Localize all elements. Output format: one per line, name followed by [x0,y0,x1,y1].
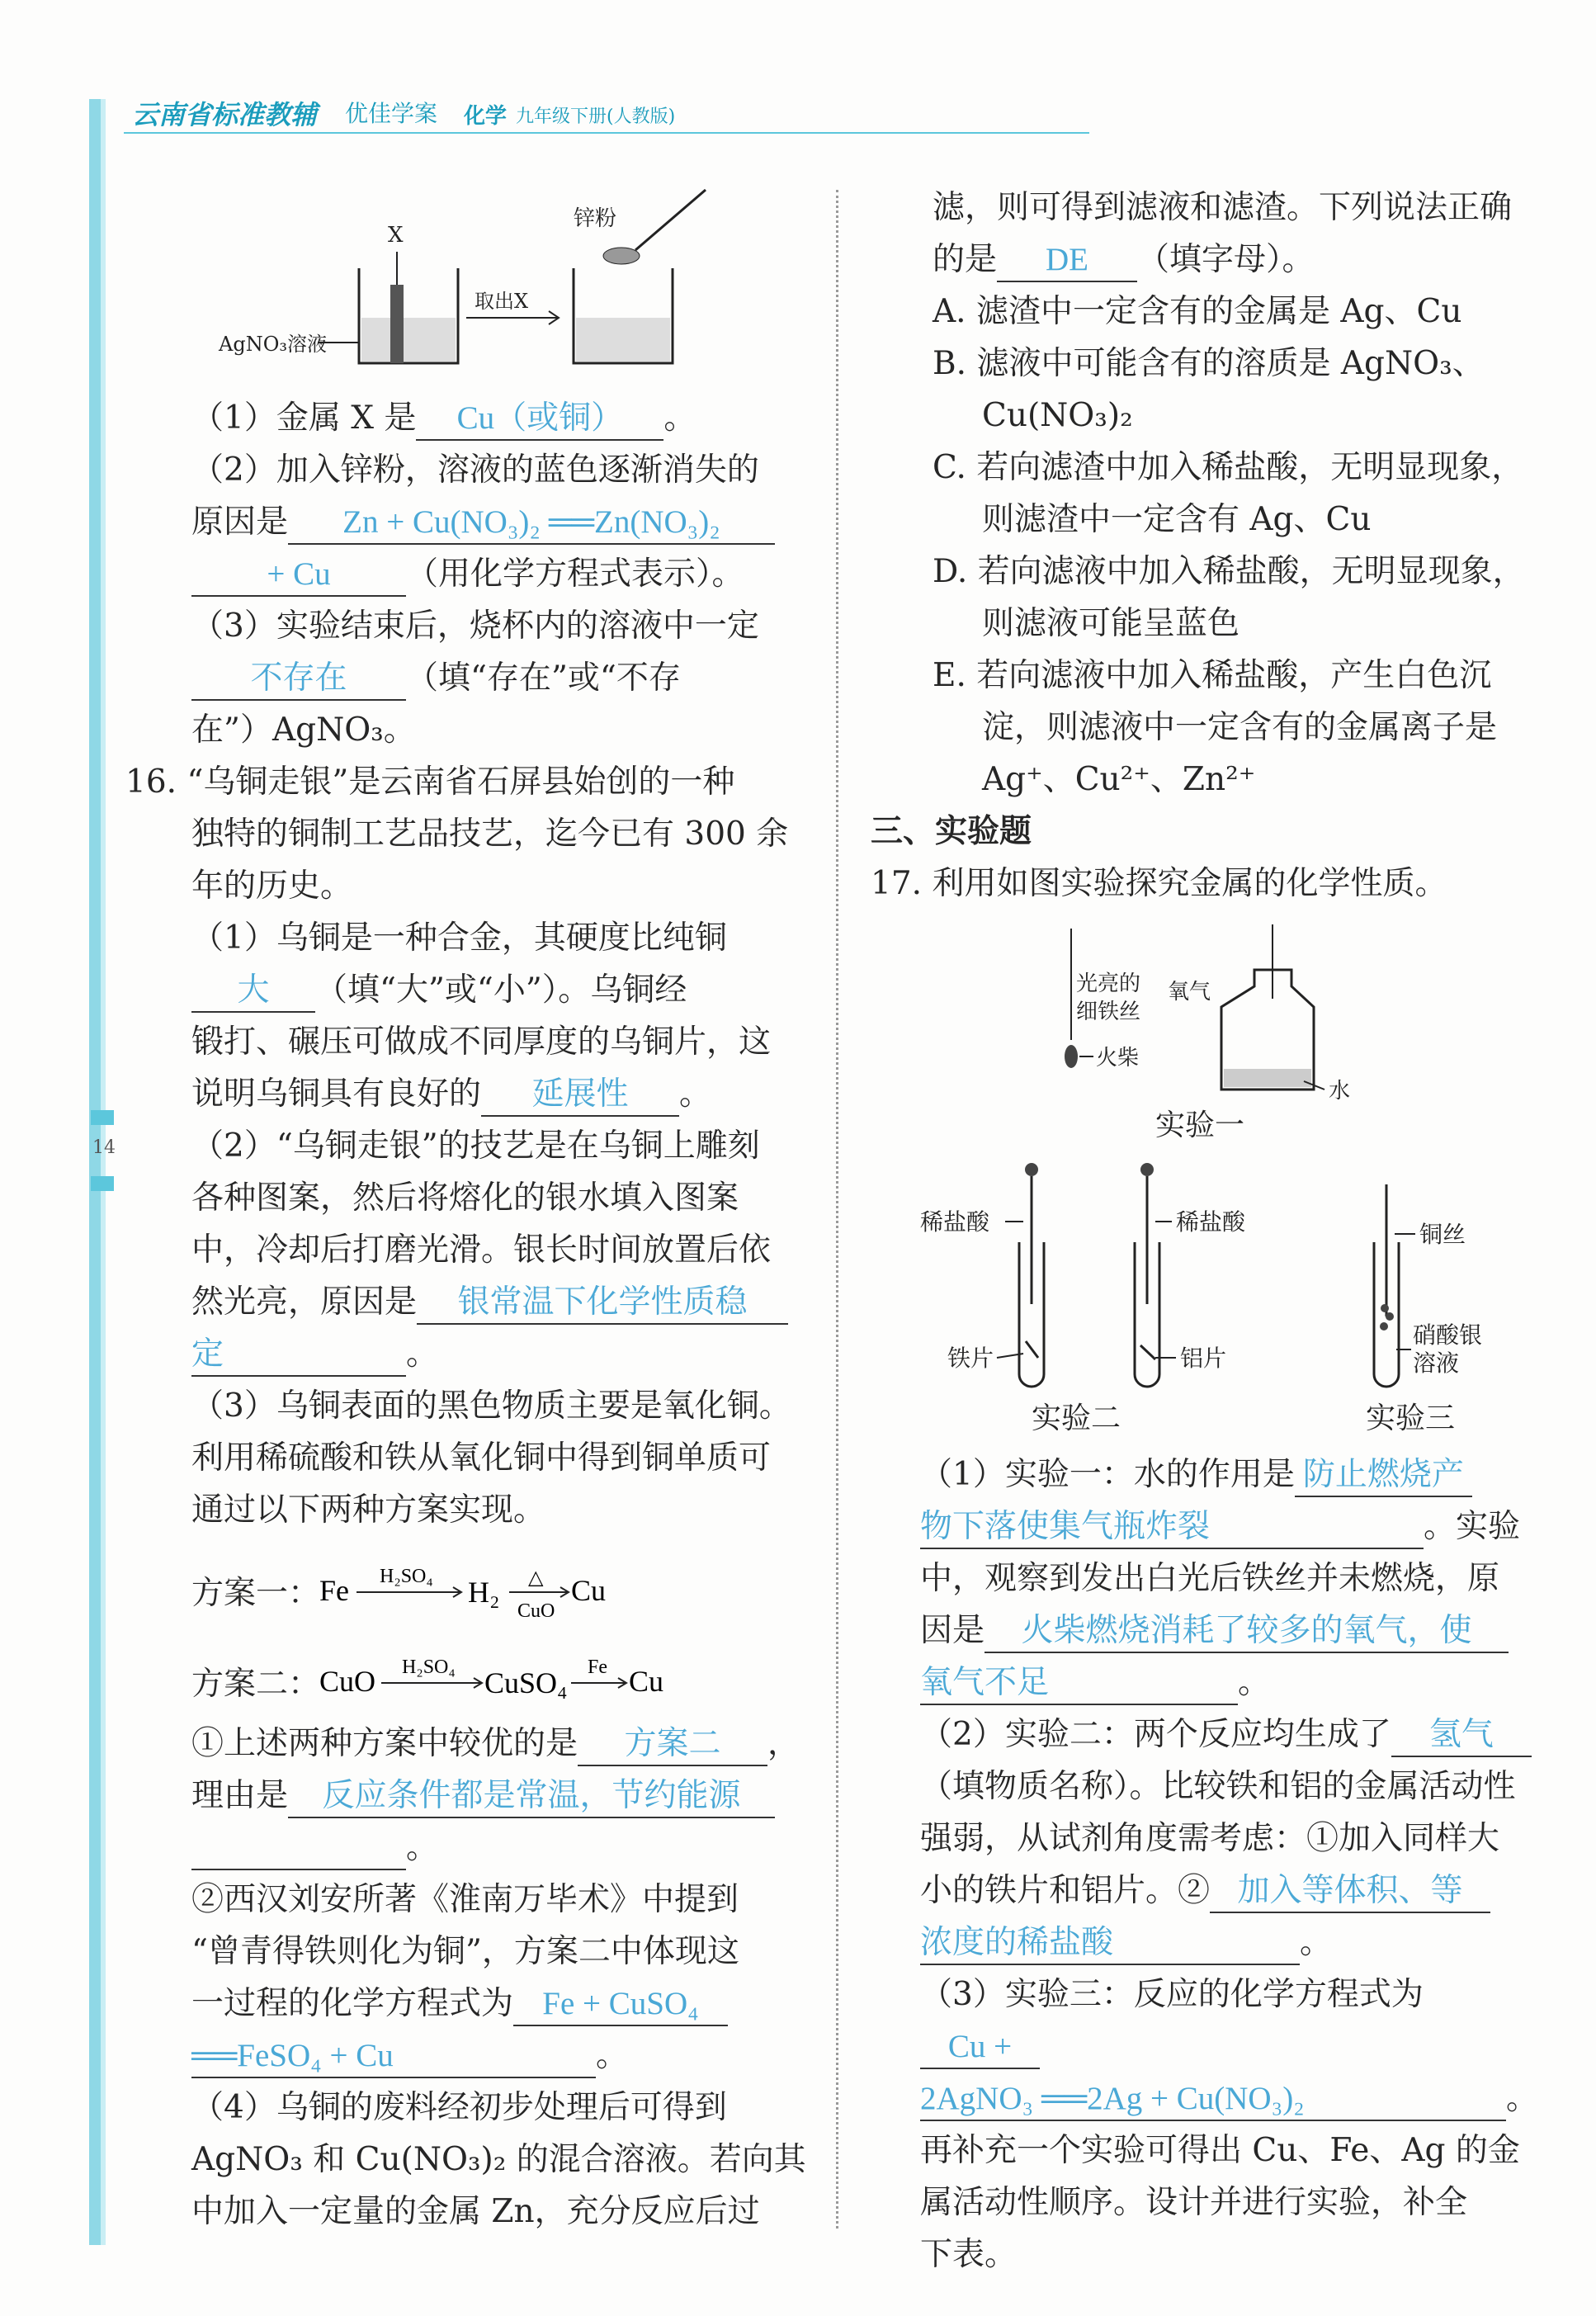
q15-2a: （2）加入锌粉，溶液的蓝色逐渐消失的 [191,451,759,489]
zinc-label: 锌粉 [574,206,617,231]
wire-label2: 细铁丝 [1076,1000,1141,1024]
q17-2a: （2）实验二：两个反应均生成了 [920,1716,1391,1753]
q17-1-answer3: 火柴燃烧消耗了较多的氧气，使 [1021,1613,1472,1648]
q16-3b: 利用稀硫酸和铁从氧化铜中得到铜单质可 [191,1439,772,1477]
section-3-heading: 三、实验题 [871,814,1032,849]
r2: 的是 [933,241,998,278]
q16-1-answer2: 延展性 [531,1076,629,1112]
q15-2-answer2: + Cu [267,556,331,592]
metal-x [390,285,404,363]
q16-1b: （填“大”或“小”）。乌铜经 [315,971,687,1009]
q16-2-answer1: 银常温下化学性质稳 [457,1284,748,1320]
arrow-label: 取出X [475,290,529,313]
header-title: 云南省标准教辅 [132,99,318,130]
svg-text:Cu: Cu [629,1665,664,1698]
q17-2-answer3: 浓度的稀盐酸 [920,1925,1114,1960]
q17-1a: （1）实验一：水的作用是 [920,1456,1295,1493]
option-c2: 则滤渣中一定含有 Ag、Cu [982,501,1372,538]
q17-3a: （3）实验三：反应的化学方程式为 [920,1976,1424,2013]
q17-1-answer2: 物下落使集气瓶炸裂 [920,1509,1211,1544]
plan2-label: 方案二： [191,1666,321,1703]
q15-2c: （用化学方程式表示）。 [406,555,744,593]
q17-3-answer2: 2AgNO₃ ══2Ag + Cu(NO₃)₂ [920,2081,1305,2116]
solution-left [361,318,456,362]
figure-experiment1 [1056,924,1370,1139]
svg-text:Fe: Fe [319,1574,349,1607]
q15-3c: 在”）AgNO₃。 [191,711,416,749]
r1: 滤，则可得到滤液和滤渣。下列说法正确 [933,189,1513,226]
q16-3a: （3）乌铜表面的黑色物质主要是氧化铜。 [191,1387,791,1425]
q17-1-answer1: 防止燃烧产 [1302,1457,1464,1492]
svg-text:CuSO₄: CuSO₄ [484,1666,568,1699]
right-column [871,182,1535,910]
q16-4a: （4）乌铜的废料经初步处理后可得到 [191,2089,727,2126]
match-label: 火柴 [1096,1046,1140,1071]
option-d2: 则滤液可能呈蓝色 [982,605,1240,642]
svg-text:H₂SO₄: H₂SO₄ [380,1566,433,1587]
al-label: 铝片 [1180,1345,1227,1372]
q17-number: 17. [871,865,923,902]
q15-2b: 原因是 [191,503,289,541]
svg-text:Fe: Fe [588,1657,607,1678]
option-b1: B. 滤液中可能含有的溶质是 AgNO₃、 [933,345,1485,382]
header-subject: 化学 [464,104,508,129]
svg-text:H₂: H₂ [468,1576,500,1609]
q16-3c: 通过以下两种方案实现。 [191,1491,546,1529]
q17-text: 利用如图实验探究金属的化学性质。 [932,865,1447,902]
side-bar [89,99,101,2245]
q17-2d: 小的铁片和铝片。② [920,1872,1211,1909]
q17-3c: 属活动性顺序。设计并进行实验，补全 [920,2184,1468,2221]
q17-1-answer4: 氧气不足 [920,1665,1050,1700]
plan2-diagram [315,1627,670,1718]
q15-1: （1）金属 X 是 [191,399,417,437]
page-number: 14 [92,1137,116,1158]
fe-label: 铁片 [947,1345,994,1372]
q17-3d: 下表。 [920,2236,1018,2273]
q16-2-answer2: 定 [191,1336,224,1372]
q17-3b: 再补充一个实验可得出 Cu、Fe、Ag 的金 [920,2132,1520,2169]
q17-2-answer2: 加入等体积、等 [1237,1873,1463,1908]
q16-2d: 然光亮，原因是 [191,1283,418,1321]
q16-3-answer3: Fe + CuSO₄ [542,1986,699,2021]
q16-3h: 一过程的化学方程式为 [191,1985,514,2022]
cu-wire-label: 铜丝 [1419,1221,1466,1248]
q16-1c: 锻打、碾压可做成不同厚度的乌铜片，这 [191,1023,772,1061]
agno3-label2: 溶液 [1413,1349,1460,1377]
q16-a: “乌铜走银”是云南省石屏县始创的一种 [187,763,735,801]
q16-3d: ①上述两种方案中较优的是 [191,1725,578,1762]
svg-text:H₂SO₄: H₂SO₄ [402,1657,456,1678]
figure-experiment2-3 [908,1151,1551,1449]
q17-1b: 。实验 [1424,1508,1521,1545]
q15-3-answer: 不存在 [250,660,347,696]
r2b: （填字母）。 [1137,241,1315,278]
q17-2c: 强弱，从试剂角度需考虑：①加入同样大 [920,1820,1500,1857]
option-e1: E. 若向滤液中加入稀盐酸，产生白色沉 [933,657,1492,694]
q16-3-answer4: ══FeSO₄ + Cu [191,2038,394,2073]
plan1-label: 方案一： [191,1575,321,1612]
q17-3-answer1: Cu + [947,2029,1013,2064]
q16-4c: 中加入一定量的金属 Zn，充分反应后过 [191,2193,760,2230]
plan1-diagram [315,1536,612,1627]
option-d1: D. 若向滤液中加入稀盐酸，无明显现象， [933,553,1525,590]
q16-number: 16. [125,763,177,801]
x-label: X [388,223,404,248]
q15-1-answer: Cu（或铜） [456,400,624,436]
option-c1: C. 若向滤渣中加入稀盐酸，无明显现象， [933,449,1524,486]
q16-2b: 各种图案，然后将熔化的银水填入图案 [191,1179,739,1217]
svg-text:△: △ [528,1567,544,1589]
q16-3e: 理由是 [191,1777,289,1814]
q17-1c: 中，观察到发出白光后铁丝并未燃烧，原 [920,1560,1500,1597]
side-bar-light [101,99,106,2245]
q16-2a: （2）“乌铜走银”的技艺是在乌铜上雕刻 [191,1127,760,1165]
option-b2: Cu(NO₃)₂ [982,397,1133,434]
header-line [124,132,1089,134]
r2-answer: DE [1046,242,1089,277]
q15-2-answer1: Zn + Cu(NO₃)₂ ══Zn(NO₃)₂ [342,504,720,540]
option-e2: 淀，则滤液中一定含有的金属离子是 [982,709,1498,746]
right-column-lower: （1）实验一：水的作用是 防止燃烧产 物下落使集气瓶炸裂 。实验 中，观察到发出白光后铁丝并未燃烧，原 因是 火柴燃烧消耗了较多的氧气，使 氧气不足 。 （2）实验二：两个反应均生成了 氢气 （填物质名称）。比较铁和铝的金属活动性 强弱，从试剂角度需考虑：①加入同样大 小的铁片和铝片。② 加入等体积、等 浓度的稀盐酸 。 （3）实验三：反应的化学方程式为Cu + 2AgNO₃ ══2Ag + Cu(NO₃)₂ 。 再补充一个实验可得出 Cu、Fe、Ag 的金 属活动性顺序。设计并进行实验，补全 下表。 [920,1449,1539,2281]
svg-text:CuO: CuO [517,1600,555,1622]
column-divider [836,190,838,2229]
header-grade: 九年级下册(人教版) [516,106,676,127]
q15-3b: （填“存在”或“不存 [406,659,681,697]
agno3-label1: 硝酸银 [1413,1321,1483,1349]
svg-text:Cu: Cu [571,1574,607,1607]
q16-4b: AgNO₃ 和 Cu(NO₃)₂ 的混合溶液。若向其 [191,2141,806,2178]
q16-b: 独特的铜制工艺品技艺，迄今已有 300 余 [191,815,789,853]
hcl-label2: 稀盐酸 [1176,1208,1246,1236]
exp1-caption: 实验一 [1155,1108,1245,1139]
solution-label: AgNO₃溶液 [219,333,327,356]
q16-1d: 说明乌铜具有良好的 [191,1075,482,1113]
q17-2-answer1: 氢气 [1428,1717,1494,1752]
bottle-water [1224,1069,1311,1087]
match [1065,1045,1078,1068]
q16-c: 年的历史。 [191,867,353,905]
q16-2c: 中，冷却后打磨光滑。银长时间放置后依 [191,1231,772,1269]
solution-right [576,318,670,362]
exp2-caption: 实验二 [1032,1401,1121,1435]
q17-1d: 因是 [920,1612,985,1649]
option-a: A. 滤渣中一定含有的金属是 Ag、Cu [933,293,1462,330]
q16-3-answer1: 方案二 [624,1726,721,1761]
hcl-label1: 稀盐酸 [920,1208,990,1236]
figure-beakers [210,186,722,376]
water-label: 水 [1329,1079,1351,1104]
q16-3f: ②西汉刘安所著《淮南万毕术》中提到 [191,1881,739,1918]
q16-3-answer2: 反应条件都是常温，节约能源 [322,1778,741,1813]
q17-2b: （填物质名称）。比较铁和铝的金属活动性 [920,1768,1516,1805]
side-marker-bottom [91,1176,114,1191]
q16-1a: （1）乌铜是一种合金，其硬度比纯铜 [191,919,727,957]
q16-1-answer: 大 [237,972,270,1008]
oxygen-label: 氧气 [1168,980,1211,1004]
header-subtitle: 优佳学案 [345,100,438,127]
exp3-caption: 实验三 [1366,1401,1456,1435]
left-column: （1）金属 X 是 Cu（或铜） 。 （2）加入锌粉，溶液的蓝色逐渐消失的 原因是 Zn + Cu(NO₃)₂ ══Zn(NO₃)₂ + Cu （用化学方程式表示）。 （3）实验结束后，烧杯内的溶液中一定 不存在 （填“存在”或“不存 在”）AgNO₃。 16. “乌铜走银”是云南省石屏县始创的一种 独特的铜制工艺品技艺，迄今已有 300 余 年的历史。 （1）乌铜是一种合金，其硬度比纯铜 大 （填“大”或“小”）。乌铜经 锻打、碾压可做成不同厚度的乌铜片，这 说明乌铜具有良好的 延展性 。 （2）“乌铜走银”的技艺是在乌铜上雕刻 各种图案，然后将熔化的银水填入图案 中，冷却后打磨光滑。银长时间放置后依 然光亮，原因是 银常温下化学性质稳 定 。 （3）乌铜表面的黑色物质主要是氧化铜。 利用稀硫酸和铁从氧化铜中得到铜单质可 通过以下两种方案实现。 方案一： Fe H₂SO₄ H₂ △ CuO Cu 方案二： CuO H₂SO₄ CuSO₄ Fe Cu ①上述两种方案中较优的是 方案二 ， 理由是 反应条件都是常温，节约能源 。 ②西汉刘安所著《淮南万毕术》中提到 “曾青得铁则化为铜”，方案二中体现这 一过程的化学方程式为 Fe + CuSO₄ ══FeSO₄ + Cu 。 （4）乌铜的废料经初步处理后可得到 AgNO₃ 和 Cu(NO₃)₂ 的混合溶液。若向其 中加入一定量的金属 Zn，充分反应后过 [191,392,810,2238]
wire-label: 光亮的 [1076,971,1141,996]
side-marker-top [91,1110,114,1125]
option-e3: Ag⁺、Cu²⁺、Zn²⁺ [982,761,1256,798]
spoon [603,248,640,264]
q16-3g: “曾青得铁则化为铜”，方案二中体现这 [191,1933,739,1970]
q15-3a: （3）实验结束后，烧杯内的溶液中一定 [191,607,759,645]
svg-text:CuO: CuO [319,1665,376,1698]
page-header [124,89,1089,137]
